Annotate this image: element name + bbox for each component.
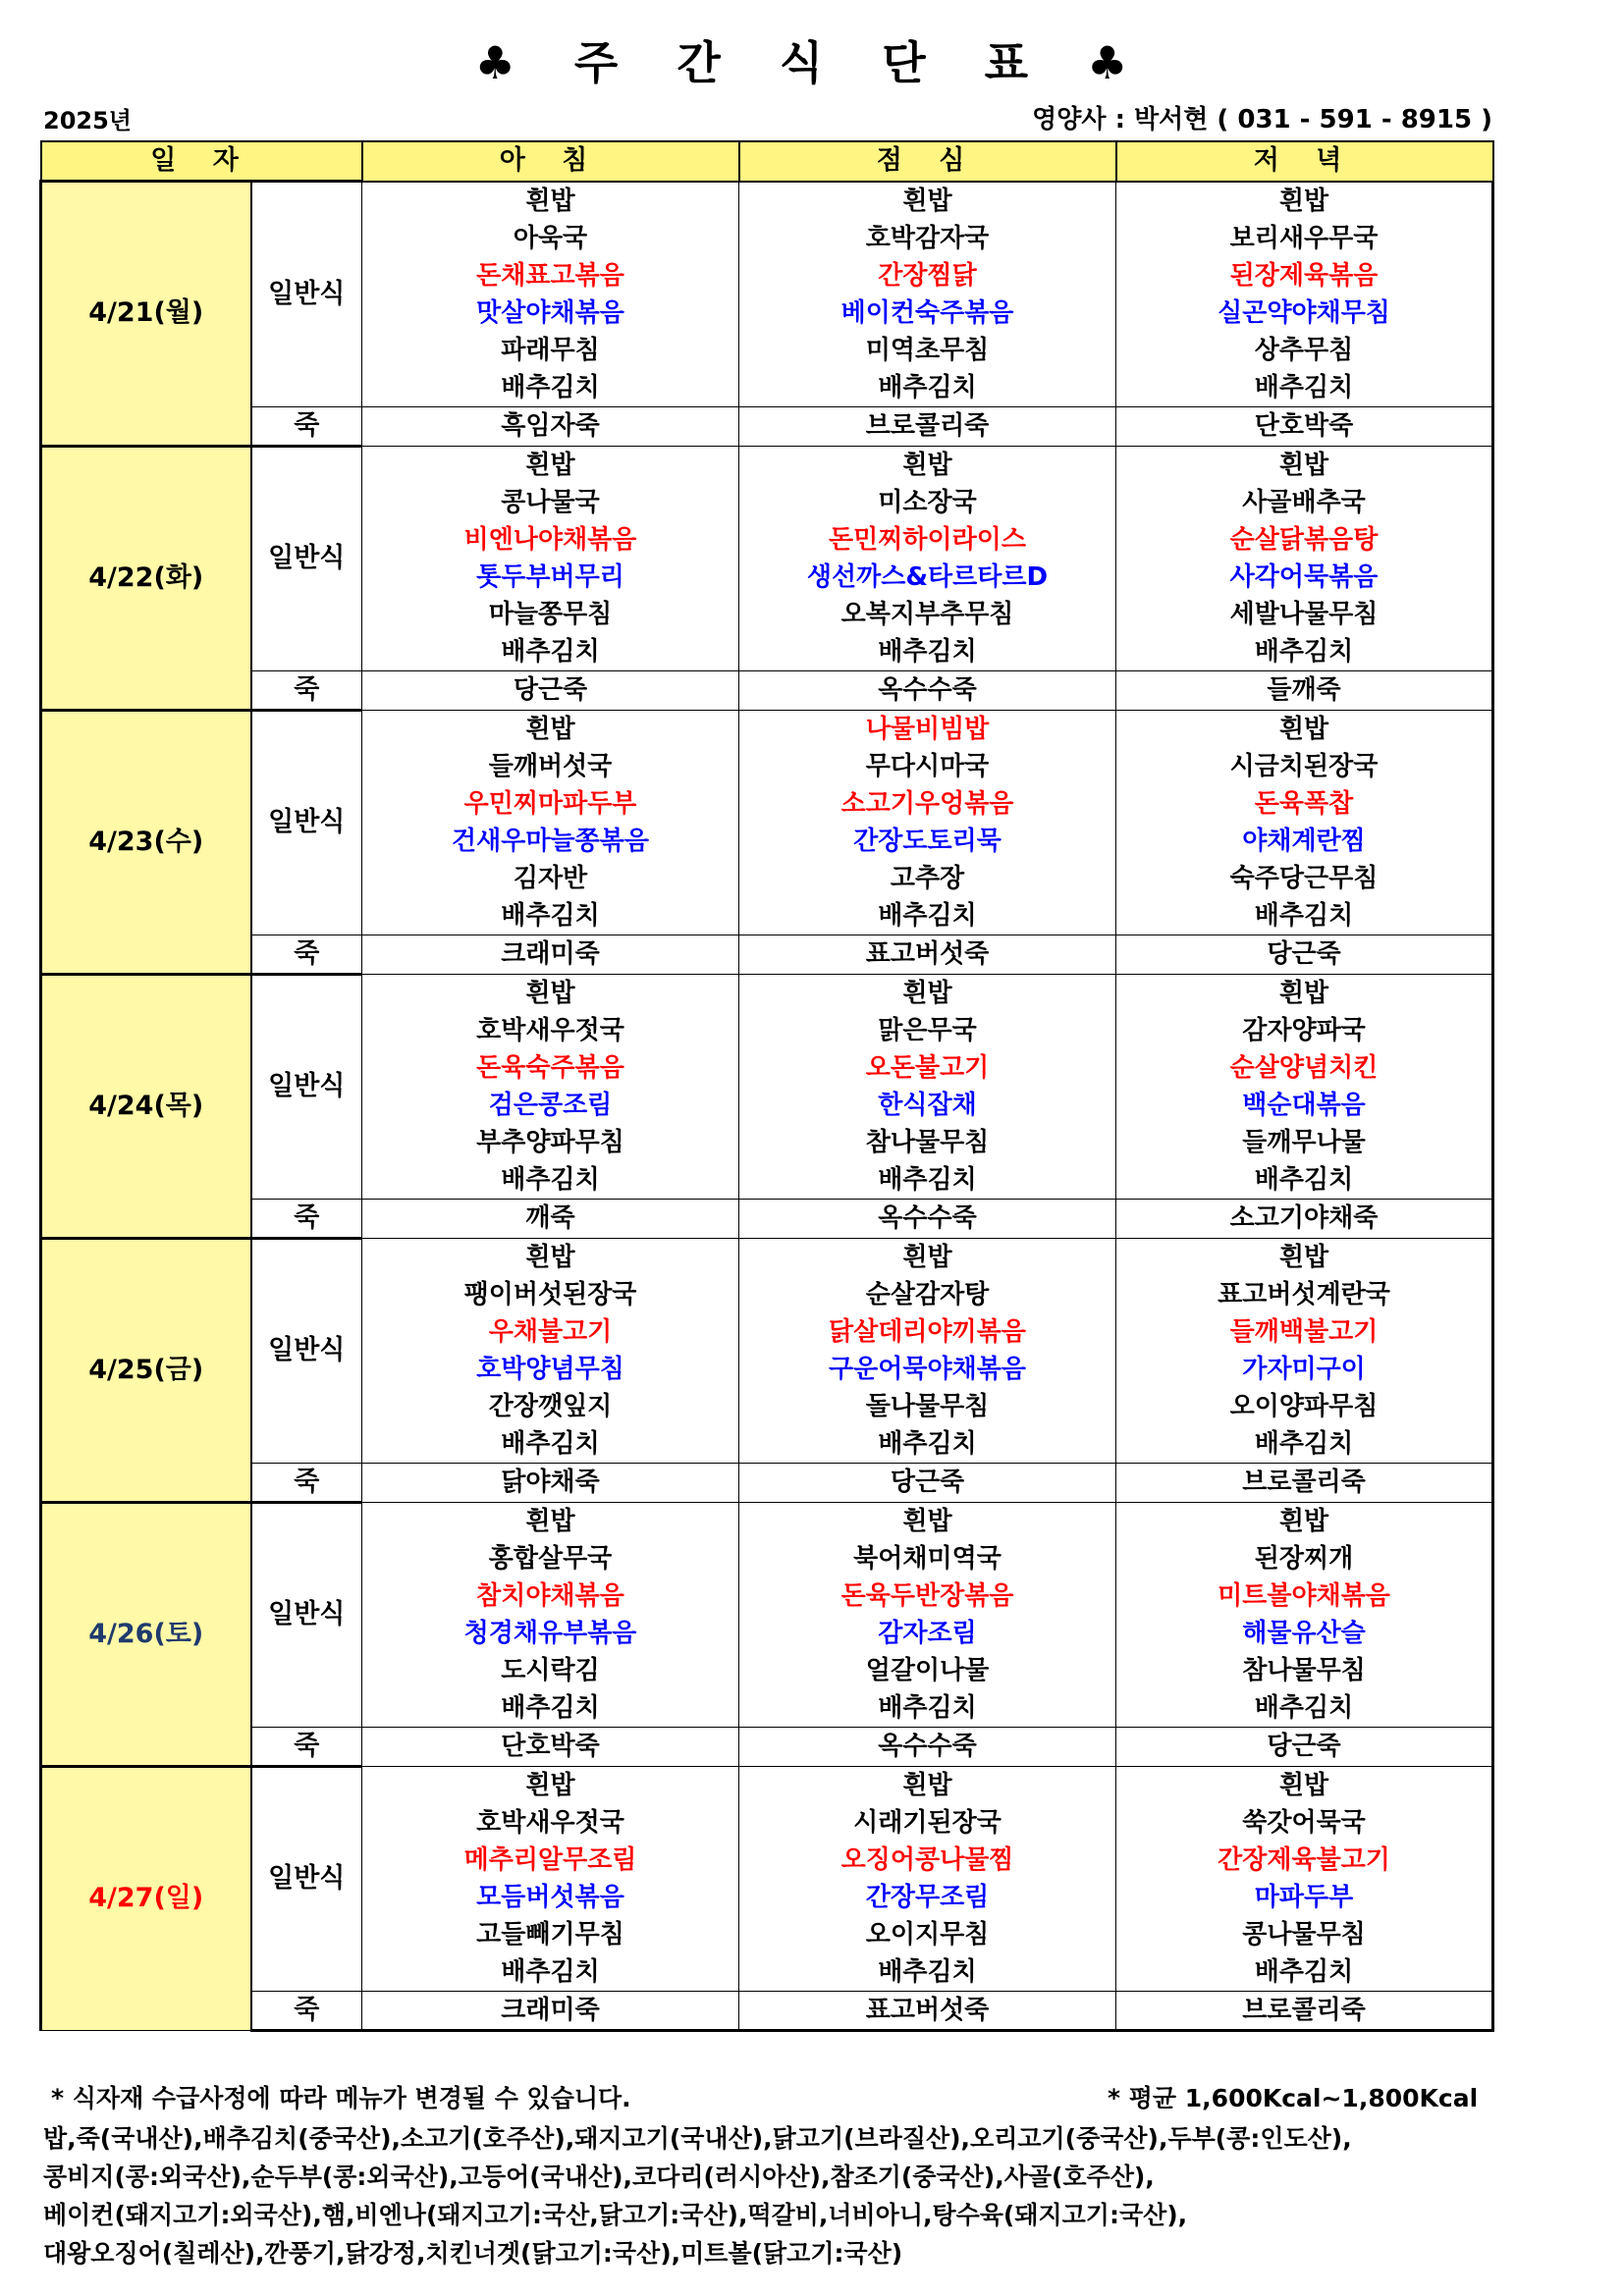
lunch-item: 나물비빔밥: [739, 710, 1116, 748]
breakfast-item: 배추김치: [362, 1161, 739, 1200]
juk-item: 닭야채죽: [362, 1463, 739, 1502]
meal-row: [41, 182, 1493, 220]
lunch-item: 간장무조림: [739, 1879, 1116, 1916]
lunch-item: 구운어묵야채볶음: [739, 1351, 1116, 1388]
juk-item: 흑임자죽: [362, 406, 739, 446]
meal-type-juk: 죽: [251, 1991, 362, 2030]
lunch-item: 오복지부추무침: [739, 596, 1116, 633]
breakfast-item: 마늘쫑무침: [362, 596, 739, 633]
lunch-item: 한식잡채: [739, 1087, 1116, 1124]
lunch-item: 간장찜닭: [739, 257, 1116, 294]
dietitian-contact: 영양사 : 박서현 ( 031 - 591 - 8915 ): [1032, 105, 1492, 134]
day-date: 4/22(화): [41, 446, 251, 710]
origin-line: 베이컨(돼지고기:외국산),햄,비엔나(돼지고기:국산,닭고기:국산),떡갈비,너비아니,탕수육(돼지고기:국산),: [43, 2201, 1188, 2229]
dinner-item: 표고버섯계란국: [1116, 1276, 1493, 1313]
day-date: 4/24(목): [41, 974, 251, 1238]
lunch-item: 오이지무침: [739, 1916, 1116, 1953]
footer-note: * 식자재 수급사정에 따라 메뉴가 변경될 수 있습니다.: [51, 2084, 631, 2112]
breakfast-item: 도시락김: [362, 1652, 739, 1689]
day-block: [41, 1502, 1493, 1766]
lunch-item: 무다시마국: [739, 748, 1116, 785]
meal-type-general: 일반식: [251, 1502, 362, 1727]
dinner-item: 흰밥: [1116, 710, 1493, 748]
meal-type-juk: 죽: [251, 934, 362, 974]
lunch-item: 북어채미역국: [739, 1540, 1116, 1577]
lunch-item: 흰밥: [739, 446, 1116, 484]
meal-row: [41, 446, 1493, 484]
header-row: [41, 141, 1493, 182]
dinner-item: 된장제육볶음: [1116, 257, 1493, 294]
breakfast-item: 호박새우젓국: [362, 1012, 739, 1049]
dinner-item: 실곤약야채무침: [1116, 294, 1493, 332]
breakfast-item: 배추김치: [362, 1689, 739, 1728]
breakfast-item: 흰밥: [362, 1766, 739, 1804]
day-block: [41, 974, 1493, 1238]
juk-item: 당근죽: [362, 670, 739, 710]
dinner-item: 백순대볶음: [1116, 1087, 1493, 1124]
breakfast-item: 흰밥: [362, 446, 739, 484]
day-block: [41, 1766, 1493, 2030]
dinner-item: 야채계란찜: [1116, 823, 1493, 860]
juk-item: 소고기야채죽: [1116, 1199, 1493, 1238]
dinner-item: 마파두부: [1116, 1879, 1493, 1916]
lunch-item: 흰밥: [739, 974, 1116, 1012]
lunch-item: 호박감자국: [739, 220, 1116, 257]
day-date: 4/27(일): [41, 1766, 251, 2030]
lunch-item: 미소장국: [739, 484, 1116, 521]
meal-row: [41, 1238, 1493, 1276]
juk-item: 브로콜리죽: [739, 406, 1116, 446]
juk-item: 크래미죽: [362, 934, 739, 974]
dinner-item: 배추김치: [1116, 1425, 1493, 1464]
juk-item: 당근죽: [1116, 934, 1493, 974]
juk-row: [41, 934, 1493, 974]
lunch-item: 흰밥: [739, 1238, 1116, 1276]
lunch-item: 흰밥: [739, 1766, 1116, 1804]
header-dinner: 저 녁: [1116, 141, 1493, 182]
dinner-item: 배추김치: [1116, 897, 1493, 935]
lunch-item: 흰밥: [739, 1502, 1116, 1540]
dinner-item: 들깨무나물: [1116, 1124, 1493, 1161]
lunch-item: 간장도토리묵: [739, 823, 1116, 860]
day-block: [41, 1238, 1493, 1502]
dinner-item: 흰밥: [1116, 974, 1493, 1012]
dinner-item: 사각어묵볶음: [1116, 559, 1493, 596]
dinner-item: 돈육폭찹: [1116, 785, 1493, 823]
meal-type-general: 일반식: [251, 446, 362, 670]
meal-type-general: 일반식: [251, 1766, 362, 1991]
lunch-item: 참나물무침: [739, 1124, 1116, 1161]
dinner-item: 감자양파국: [1116, 1012, 1493, 1049]
weekly-menu-table: [39, 140, 1494, 2032]
breakfast-item: 돈채표고볶음: [362, 257, 739, 294]
day-block: [41, 182, 1493, 447]
dinner-item: 사골배추국: [1116, 484, 1493, 521]
meal-type-juk: 죽: [251, 406, 362, 446]
lunch-item: 소고기우엉볶음: [739, 785, 1116, 823]
lunch-item: 배추김치: [739, 1689, 1116, 1728]
footer-kcal: * 평균 1,600Kcal~1,800Kcal: [1108, 2084, 1479, 2112]
breakfast-item: 참치야채볶음: [362, 1577, 739, 1615]
breakfast-item: 호박새우젓국: [362, 1804, 739, 1842]
dinner-item: 배추김치: [1116, 633, 1493, 671]
breakfast-item: 파래무침: [362, 332, 739, 369]
origin-line: 대왕오징어(칠레산),깐풍기,닭강정,치킨너겟(닭고기:국산),미트볼(닭고기:국산): [43, 2239, 903, 2268]
page-title: ♣ 주 간 식 단 표 ♣: [474, 36, 1150, 89]
meal-type-juk: 죽: [251, 1727, 362, 1766]
juk-row: [41, 670, 1493, 710]
juk-item: 옥수수죽: [739, 1199, 1116, 1238]
breakfast-item: 건새우마늘쫑볶음: [362, 823, 739, 860]
dinner-item: 배추김치: [1116, 1161, 1493, 1200]
breakfast-item: 간장깻잎지: [362, 1388, 739, 1425]
breakfast-item: 청경채유부볶음: [362, 1615, 739, 1652]
dinner-item: 된장찌개: [1116, 1540, 1493, 1577]
breakfast-item: 배추김치: [362, 369, 739, 407]
breakfast-item: 배추김치: [362, 897, 739, 935]
juk-item: 당근죽: [1116, 1727, 1493, 1766]
lunch-item: 시래기된장국: [739, 1804, 1116, 1842]
lunch-item: 배추김치: [739, 897, 1116, 935]
lunch-item: 배추김치: [739, 369, 1116, 407]
juk-row: [41, 1991, 1493, 2030]
dinner-item: 참나물무침: [1116, 1652, 1493, 1689]
meal-row: [41, 974, 1493, 1012]
breakfast-item: 들깨버섯국: [362, 748, 739, 785]
lunch-item: 순살감자탕: [739, 1276, 1116, 1313]
lunch-item: 배추김치: [739, 1953, 1116, 1992]
day-date: 4/25(금): [41, 1238, 251, 1502]
lunch-item: 돌나물무침: [739, 1388, 1116, 1425]
juk-item: 당근죽: [739, 1463, 1116, 1502]
breakfast-item: 비엔나야채볶음: [362, 521, 739, 559]
juk-row: [41, 1463, 1493, 1502]
dinner-item: 흰밥: [1116, 1502, 1493, 1540]
meal-type-juk: 죽: [251, 1463, 362, 1502]
juk-item: 단호박죽: [362, 1727, 739, 1766]
lunch-item: 생선까스&타르타르D: [739, 559, 1116, 596]
lunch-item: 고추장: [739, 860, 1116, 897]
breakfast-item: 팽이버섯된장국: [362, 1276, 739, 1313]
lunch-item: 베이컨숙주볶음: [739, 294, 1116, 332]
lunch-item: 오징어콩나물찜: [739, 1842, 1116, 1879]
breakfast-item: 흰밥: [362, 182, 739, 220]
origin-line: 밥,죽(국내산),배추김치(중국산),소고기(호주산),돼지고기(국내산),닭고기(브라질산),오리고기(중국산),두부(콩:인도산),: [43, 2124, 1352, 2153]
breakfast-item: 흰밥: [362, 1238, 739, 1276]
meal-row: [41, 710, 1493, 748]
breakfast-item: 메추리알무조림: [362, 1842, 739, 1879]
breakfast-item: 콩나물국: [362, 484, 739, 521]
lunch-item: 오돈불고기: [739, 1049, 1116, 1087]
header-breakfast: 아 침: [362, 141, 739, 182]
breakfast-item: 모듬버섯볶음: [362, 1879, 739, 1916]
dinner-item: 간장제육불고기: [1116, 1842, 1493, 1879]
breakfast-item: 흰밥: [362, 710, 739, 748]
lunch-item: 닭살데리야끼볶음: [739, 1313, 1116, 1351]
header-date: 일 자: [41, 141, 362, 182]
lunch-item: 흰밥: [739, 182, 1116, 220]
breakfast-item: 톳두부버무리: [362, 559, 739, 596]
meal-type-juk: 죽: [251, 670, 362, 710]
meal-type-general: 일반식: [251, 974, 362, 1199]
meal-row: [41, 1502, 1493, 1540]
dinner-item: 순살닭볶음탕: [1116, 521, 1493, 559]
breakfast-item: 배추김치: [362, 1953, 739, 1992]
dinner-item: 흰밥: [1116, 446, 1493, 484]
breakfast-item: 부추양파무침: [362, 1124, 739, 1161]
breakfast-item: 아욱국: [362, 220, 739, 257]
dinner-item: 흰밥: [1116, 1238, 1493, 1276]
breakfast-item: 홍합살무국: [362, 1540, 739, 1577]
juk-row: [41, 1727, 1493, 1766]
dinner-item: 해물유산슬: [1116, 1615, 1493, 1652]
juk-row: [41, 1199, 1493, 1238]
meal-type-juk: 죽: [251, 1199, 362, 1238]
lunch-item: 미역초무침: [739, 332, 1116, 369]
breakfast-item: 검은콩조림: [362, 1087, 739, 1124]
breakfast-item: 우민찌마파두부: [362, 785, 739, 823]
juk-item: 깨죽: [362, 1199, 739, 1238]
breakfast-item: 고들빼기무침: [362, 1916, 739, 1953]
lunch-item: 배추김치: [739, 1161, 1116, 1200]
breakfast-item: 배추김치: [362, 633, 739, 671]
meal-type-general: 일반식: [251, 1238, 362, 1463]
breakfast-item: 우채불고기: [362, 1313, 739, 1351]
dinner-item: 세발나물무침: [1116, 596, 1493, 633]
dinner-item: 흰밥: [1116, 1766, 1493, 1804]
juk-item: 크래미죽: [362, 1991, 739, 2030]
dinner-item: 배추김치: [1116, 1689, 1493, 1728]
lunch-item: 배추김치: [739, 633, 1116, 671]
juk-item: 브로콜리죽: [1116, 1991, 1493, 2030]
dinner-item: 오이양파무침: [1116, 1388, 1493, 1425]
lunch-item: 얼갈이나물: [739, 1652, 1116, 1689]
day-date: 4/23(수): [41, 710, 251, 974]
juk-row: [41, 406, 1493, 446]
dinner-item: 흰밥: [1116, 182, 1493, 220]
dinner-item: 상추무침: [1116, 332, 1493, 369]
lunch-item: 돈민찌하이라이스: [739, 521, 1116, 559]
breakfast-item: 흰밥: [362, 974, 739, 1012]
day-block: [41, 446, 1493, 710]
breakfast-item: 배추김치: [362, 1425, 739, 1464]
origin-line: 콩비지(콩:외국산),순두부(콩:외국산),고등어(국내산),코다리(러시아산),참조기(중국산),사골(호주산),: [43, 2163, 1155, 2191]
day-date: 4/26(토): [41, 1502, 251, 1766]
meal-type-general: 일반식: [251, 182, 362, 407]
meal-type-general: 일반식: [251, 710, 362, 934]
header-lunch: 점 심: [739, 141, 1116, 182]
juk-item: 들깨죽: [1116, 670, 1493, 710]
breakfast-item: 돈육숙주볶음: [362, 1049, 739, 1087]
dinner-item: 배추김치: [1116, 1953, 1493, 1992]
juk-item: 옥수수죽: [739, 1727, 1116, 1766]
dinner-item: 시금치된장국: [1116, 748, 1493, 785]
breakfast-item: 호박양념무침: [362, 1351, 739, 1388]
breakfast-item: 김자반: [362, 860, 739, 897]
dinner-item: 숙주당근무침: [1116, 860, 1493, 897]
juk-item: 단호박죽: [1116, 406, 1493, 446]
juk-item: 표고버섯죽: [739, 1991, 1116, 2030]
dinner-item: 들깨백불고기: [1116, 1313, 1493, 1351]
year-label: 2025년: [43, 107, 132, 134]
dinner-item: 배추김치: [1116, 369, 1493, 407]
dinner-item: 미트볼야채볶음: [1116, 1577, 1493, 1615]
juk-item: 표고버섯죽: [739, 934, 1116, 974]
day-date: 4/21(월): [41, 182, 251, 447]
juk-item: 브로콜리죽: [1116, 1463, 1493, 1502]
dinner-item: 가자미구이: [1116, 1351, 1493, 1388]
juk-item: 옥수수죽: [739, 670, 1116, 710]
day-block: [41, 710, 1493, 974]
lunch-item: 맑은무국: [739, 1012, 1116, 1049]
dinner-item: 순살양념치킨: [1116, 1049, 1493, 1087]
dinner-item: 보리새우무국: [1116, 220, 1493, 257]
breakfast-item: 맛살야채볶음: [362, 294, 739, 332]
meal-row: [41, 1766, 1493, 1804]
dinner-item: 콩나물무침: [1116, 1916, 1493, 1953]
lunch-item: 감자조림: [739, 1615, 1116, 1652]
dinner-item: 쑥갓어묵국: [1116, 1804, 1493, 1842]
breakfast-item: 흰밥: [362, 1502, 739, 1540]
lunch-item: 배추김치: [739, 1425, 1116, 1464]
lunch-item: 돈육두반장볶음: [739, 1577, 1116, 1615]
